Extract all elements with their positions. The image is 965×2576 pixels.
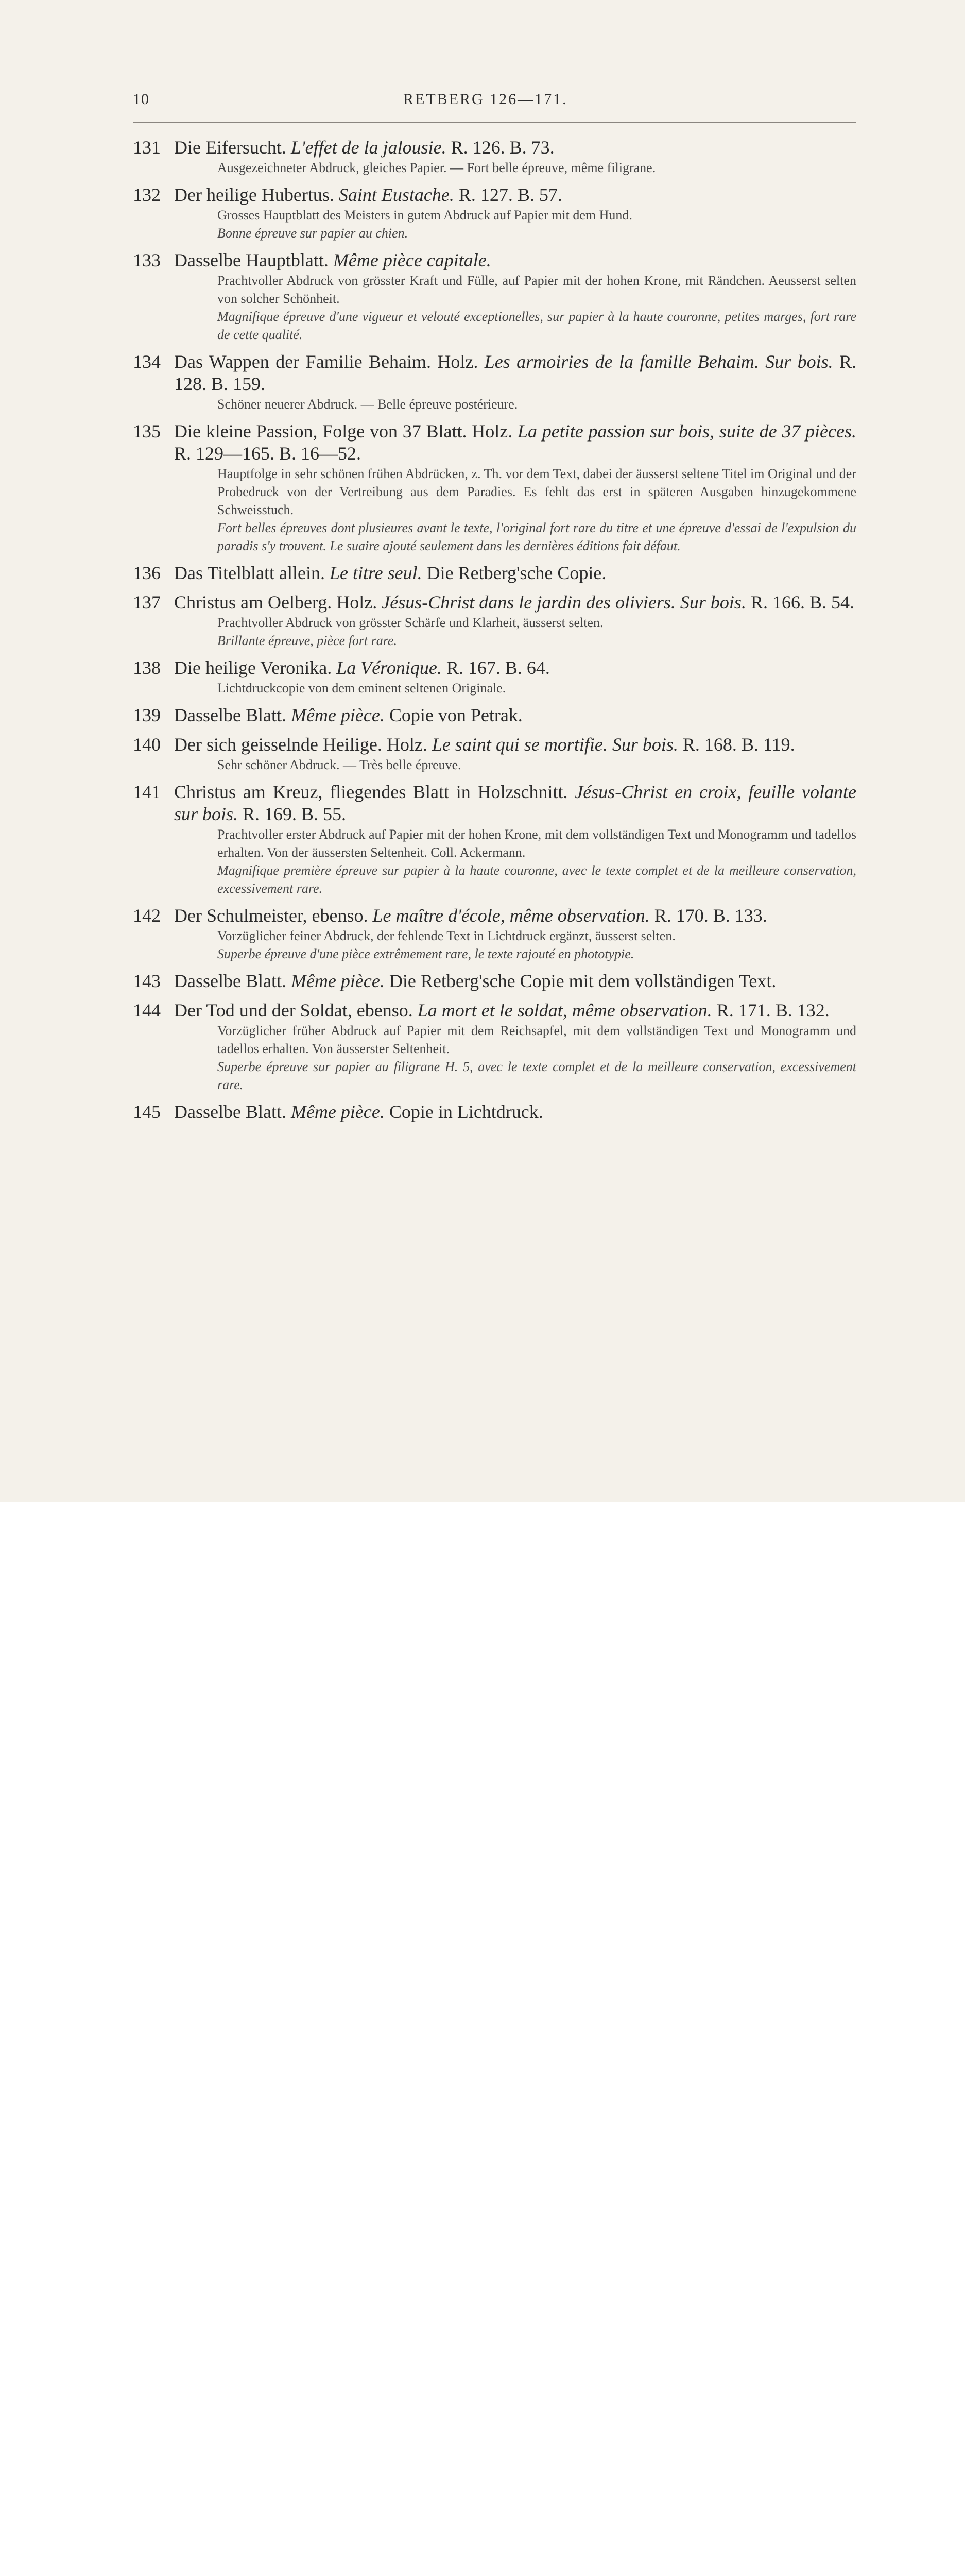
entry-heading xyxy=(133,704,856,726)
entry-title-fr: Les armoiries de la famille Behaim. Sur bois. xyxy=(484,351,833,372)
entry-title-de: Dasselbe Hauptblatt. xyxy=(174,250,329,270)
entry-title-de: Der Tod und der Soldat, ebenso. xyxy=(174,1000,413,1021)
entry-note-de: Ausgezeichneter Abdruck, gleiches Papier. — Fort belle épreuve, même filigrane. xyxy=(217,160,656,175)
entry-note-fr: Fort belles épreuves dont plusieures avant le texte, l'original fort rare du titre et une épreuve d'essai de l'expulsion du paradis s'y trouvent. Le suaire ajouté seulement dans les dernières éditions fait défaut. xyxy=(217,520,856,553)
entry-title-fr: Même pièce. xyxy=(290,705,385,725)
entry-reference: Die Retberg'sche Copie. xyxy=(426,563,607,583)
entry-heading xyxy=(133,781,856,825)
entry-heading xyxy=(133,351,856,395)
entry-note-de: Vorzüglicher früher Abdruck auf Papier mit dem Reichsapfel, mit dem vollständigen Text und Monogramm und tadellos erhalten. Von äusserster Seltenheit. xyxy=(217,1023,856,1056)
entry-heading xyxy=(133,1101,856,1123)
entry-title-fr: Saint Eustache. xyxy=(338,184,454,205)
entry-title-fr: Le saint qui se mortifie. Sur bois. xyxy=(432,734,678,755)
entry-reference: R. 166. B. 54. xyxy=(750,592,854,613)
entry-number: 132 xyxy=(133,184,161,205)
entry-title-de: Dasselbe Blatt. xyxy=(174,971,286,991)
entry-title-de: Der sich geisselnde Heilige. Holz. xyxy=(174,734,427,755)
entry-title-fr: Même pièce capitale. xyxy=(333,250,491,270)
catalogue-entries xyxy=(133,137,856,1130)
entry-note-fr: Superbe épreuve d'une pièce extrêmement rare, le texte rajouté en phototypie. xyxy=(217,946,634,961)
entry-heading xyxy=(133,591,856,614)
entry-heading xyxy=(133,249,856,272)
entry-heading xyxy=(133,562,856,584)
entry-number: 138 xyxy=(133,657,161,678)
catalogue-entry xyxy=(133,905,856,963)
entry-reference: R. 170. B. 133. xyxy=(654,905,767,926)
entry-reference: Copie in Lichtdruck. xyxy=(389,1101,543,1122)
entry-reference: Die Retberg'sche Copie mit dem vollständigen Text. xyxy=(389,971,777,991)
catalogue-entry xyxy=(133,137,856,177)
entry-number: 141 xyxy=(133,782,161,802)
entry-number: 135 xyxy=(133,421,161,442)
entry-title-de: Die Eifersucht. xyxy=(174,137,286,158)
entry-note-de: Lichtdruckcopie von dem eminent seltenen Originale. xyxy=(217,681,506,696)
entry-note-fr: Brillante épreuve, pièce fort rare. xyxy=(217,633,397,648)
footer-bar xyxy=(0,1502,965,1579)
entry-number: 142 xyxy=(133,905,161,926)
entry-title-de: Der heilige Hubertus. xyxy=(174,184,334,205)
entry-title-fr: Le maître d'école, même observation. xyxy=(372,905,650,926)
entry-note-de: Prachtvoller Abdruck von grösster Kraft und Fülle, auf Papier mit der hohen Krone, mit Rändchen. Aeusserst selten von solcher Schönheit. xyxy=(217,273,856,306)
entry-note-fr: Bonne épreuve sur papier au chien. xyxy=(217,226,408,241)
entry-note-de: Prachtvoller erster Abdruck auf Papier mit der hohen Krone, mit dem vollständigen Text und Monogramm und tadellos erhalten. Von der äussersten Seltenheit. Coll. Ackermann. xyxy=(217,827,856,860)
entry-note-fr: Magnifique épreuve d'une vigueur et velouté exceptionelles, sur papier à la haute couronne, petites marges, fort rare de cette qualité. xyxy=(217,309,856,342)
entry-reference: R. 129—165. B. 16—52. xyxy=(174,443,361,464)
entry-reference: R. 169. B. 55. xyxy=(243,804,347,824)
entry-title-fr: Jésus-Christ en croix, feuille volante sur bois. xyxy=(174,782,856,824)
catalogue-entry xyxy=(133,1101,856,1123)
catalogue-entry xyxy=(133,970,856,992)
entry-reference: R. 128. B. 159. xyxy=(174,351,857,394)
entry-reference: R. 127. B. 57. xyxy=(458,184,562,205)
running-header xyxy=(133,91,854,111)
entry-heading xyxy=(133,420,856,465)
entry-note-de: Vorzüglicher feiner Abdruck, der fehlende Text in Lichtdruck ergänzt, äusserst selten. xyxy=(217,928,676,943)
entry-note-de: Sehr schöner Abdruck. — Très belle épreuve. xyxy=(217,757,461,772)
catalogue-entry xyxy=(133,781,856,897)
entry-heading xyxy=(133,734,856,756)
entry-reference: R. 126. B. 73. xyxy=(451,137,555,158)
entry-title-de: Christus am Kreuz, fliegendes Blatt in Holzschnitt. xyxy=(174,782,568,802)
catalogue-entry xyxy=(133,562,856,584)
catalogue-entry xyxy=(133,591,856,650)
entry-title-de: Das Titelblatt allein. xyxy=(174,563,325,583)
entry-reference: R. 168. B. 119. xyxy=(682,734,795,755)
entry-title-de: Die kleine Passion, Folge von 37 Blatt. Holz. xyxy=(174,421,513,442)
entry-title-de: Die heilige Veronika. xyxy=(174,657,332,678)
catalogue-entry xyxy=(133,184,856,242)
entry-title-fr: Même pièce. xyxy=(290,971,385,991)
entry-heading xyxy=(133,905,856,927)
entry-number: 137 xyxy=(133,592,161,613)
entry-number: 136 xyxy=(133,563,161,583)
entry-note-de: Grosses Hauptblatt des Meisters in gutem Abdruck auf Papier mit dem Hund. xyxy=(217,208,632,223)
entry-title-fr: Jésus-Christ dans le jardin des oliviers. Sur bois. xyxy=(382,592,746,613)
catalogue-entry xyxy=(133,704,856,726)
entry-number: 144 xyxy=(133,1000,161,1021)
entry-reference: Copie von Petrak. xyxy=(389,705,523,725)
entry-title-fr: L'effet de la jalousie. xyxy=(290,137,446,158)
catalogue-entry xyxy=(133,734,856,774)
catalogue-entry xyxy=(133,420,856,555)
entry-title-de: Der Schulmeister, ebenso. xyxy=(174,905,368,926)
entry-note-de: Hauptfolge in sehr schönen frühen Abdrücken, z. Th. vor dem Text, dabei der äusserst seltene Titel im Original und der Probedruck von der Vertreibung aus dem Paradies. Es fehlt das erst in späteren Ausgaben hinzugekommene Schweisstuch. xyxy=(217,466,856,517)
entry-number: 145 xyxy=(133,1101,161,1122)
entry-title-de: Das Wappen der Familie Behaim. Holz. xyxy=(174,351,478,372)
entry-reference: R. 167. B. 64. xyxy=(446,657,550,678)
catalogue-entry xyxy=(133,249,856,344)
entry-note-de: Schöner neuerer Abdruck. — Belle épreuve postérieure. xyxy=(217,397,518,412)
entry-note-de: Prachtvoller Abdruck von grösster Schärfe und Klarheit, äusserst selten. xyxy=(217,615,604,630)
entry-heading xyxy=(133,184,856,206)
catalogue-entry xyxy=(133,999,856,1094)
entry-title-fr: La Véronique. xyxy=(336,657,442,678)
header-rule xyxy=(133,122,856,123)
entry-number: 143 xyxy=(133,971,161,991)
entry-number: 140 xyxy=(133,734,161,755)
entry-heading xyxy=(133,970,856,992)
entry-number: 139 xyxy=(133,705,161,725)
entry-title-fr: Le titre seul. xyxy=(330,563,422,583)
page-title: RETBERG 126—171. xyxy=(403,91,568,108)
entry-number: 131 xyxy=(133,137,161,158)
page-number: 10 xyxy=(133,91,149,108)
catalogue-entry xyxy=(133,657,856,697)
entry-number: 134 xyxy=(133,351,161,372)
entry-title-de: Dasselbe Blatt. xyxy=(174,705,286,725)
entry-title-de: Dasselbe Blatt. xyxy=(174,1101,286,1122)
catalogue-entry xyxy=(133,351,856,413)
entry-heading xyxy=(133,657,856,679)
entry-title-de: Christus am Oelberg. Holz. xyxy=(174,592,377,613)
entry-note-fr: Superbe épreuve sur papier au filigrane H. 5, avec le texte complet et de la meilleure conservation, excessivement rare. xyxy=(217,1059,856,1092)
entry-heading xyxy=(133,999,856,1022)
entry-title-fr: La petite passion sur bois, suite de 37 pièces. xyxy=(518,421,857,442)
entry-note-fr: Magnifique première épreuve sur papier à la haute couronne, avec le texte complet et de la meilleure conservation, excessivement rare. xyxy=(217,863,856,896)
entry-reference: R. 171. B. 132. xyxy=(716,1000,830,1021)
entry-title-fr: La mort et le soldat, même observation. xyxy=(417,1000,712,1021)
entry-title-fr: Même pièce. xyxy=(290,1101,385,1122)
entry-heading xyxy=(133,137,856,159)
entry-number: 133 xyxy=(133,250,161,270)
